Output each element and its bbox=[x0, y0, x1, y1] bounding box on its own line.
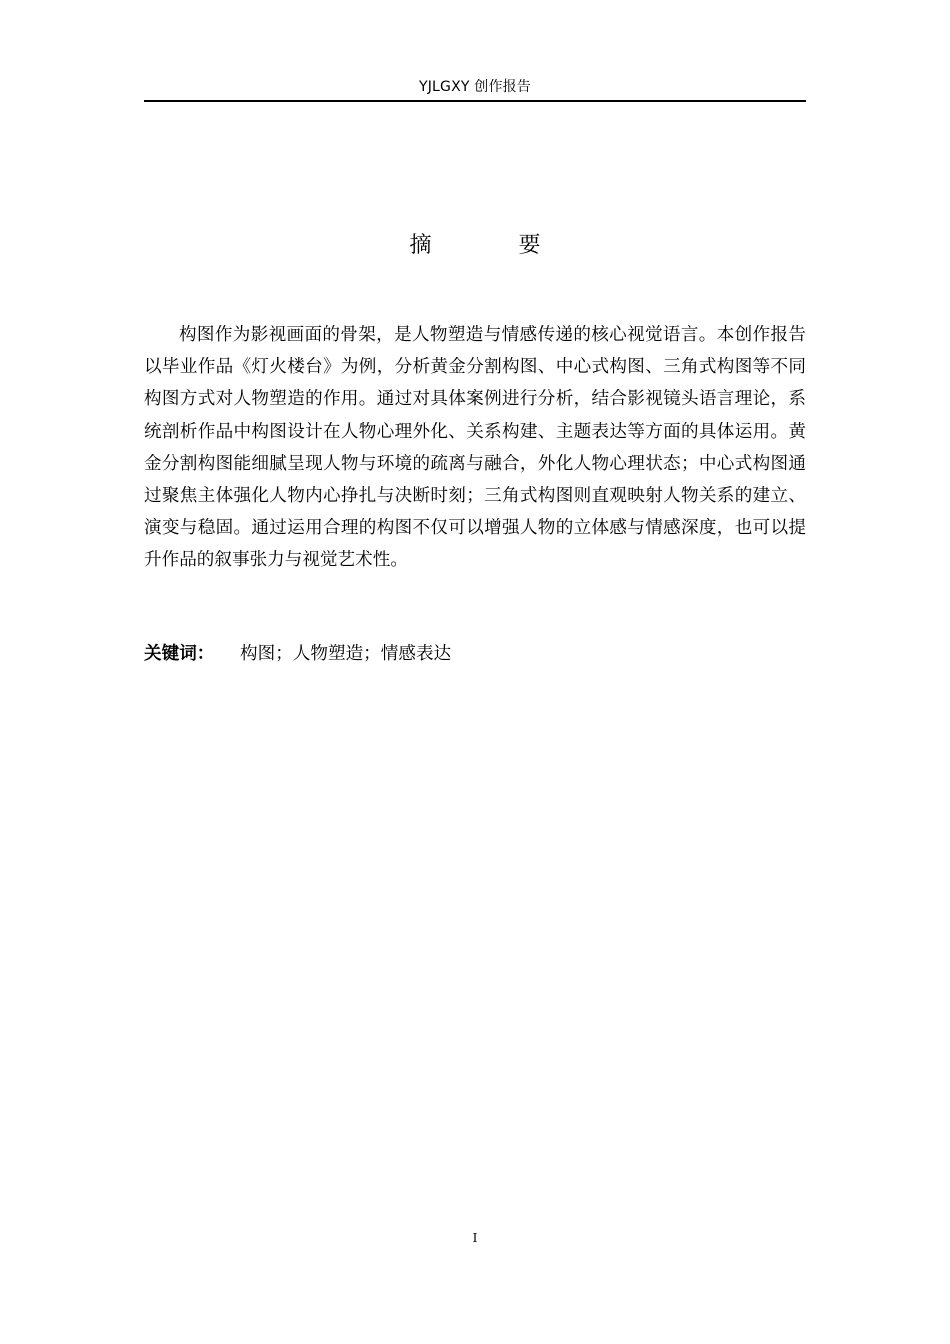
abstract-title: 摘 要 bbox=[409, 233, 581, 258]
running-header: YJLGXY 创作报告 bbox=[418, 79, 532, 95]
keywords-value: 构图；人物塑造；情感表达 bbox=[240, 644, 452, 664]
header-rule bbox=[144, 100, 806, 102]
keywords-label: 关键词： bbox=[144, 644, 215, 664]
abstract-body: 构图作为影视画面的骨架，是人物塑造与情感传递的核心视觉语言。本创作报告以毕业作品《灯火楼台》为例，分析黄金分割构图、中心式构图、三角式构图等不同构图方式对人物塑造的作用。通过对具体案例进行分析，结合影视镜头语言理论，系统剖析作品中构图设计在人物心理外化、关系构建、主题表达等方面的具体运用。黄金分割构图能细腻呈现人物与环境的疏离与融合，外化人物心理状态；中心式构图通过聚焦主体强化人物内心挣扎与决断时刻；三角式构图则直观映射人物关系的建立、演变与稳固。通过运用合理的构图不仅可以增强人物的立体感与情感深度，也可以提升作品的叙事张力与视觉艺术性。 bbox=[144, 325, 806, 571]
page-number: I bbox=[472, 1231, 478, 1245]
keywords-line bbox=[144, 640, 806, 668]
